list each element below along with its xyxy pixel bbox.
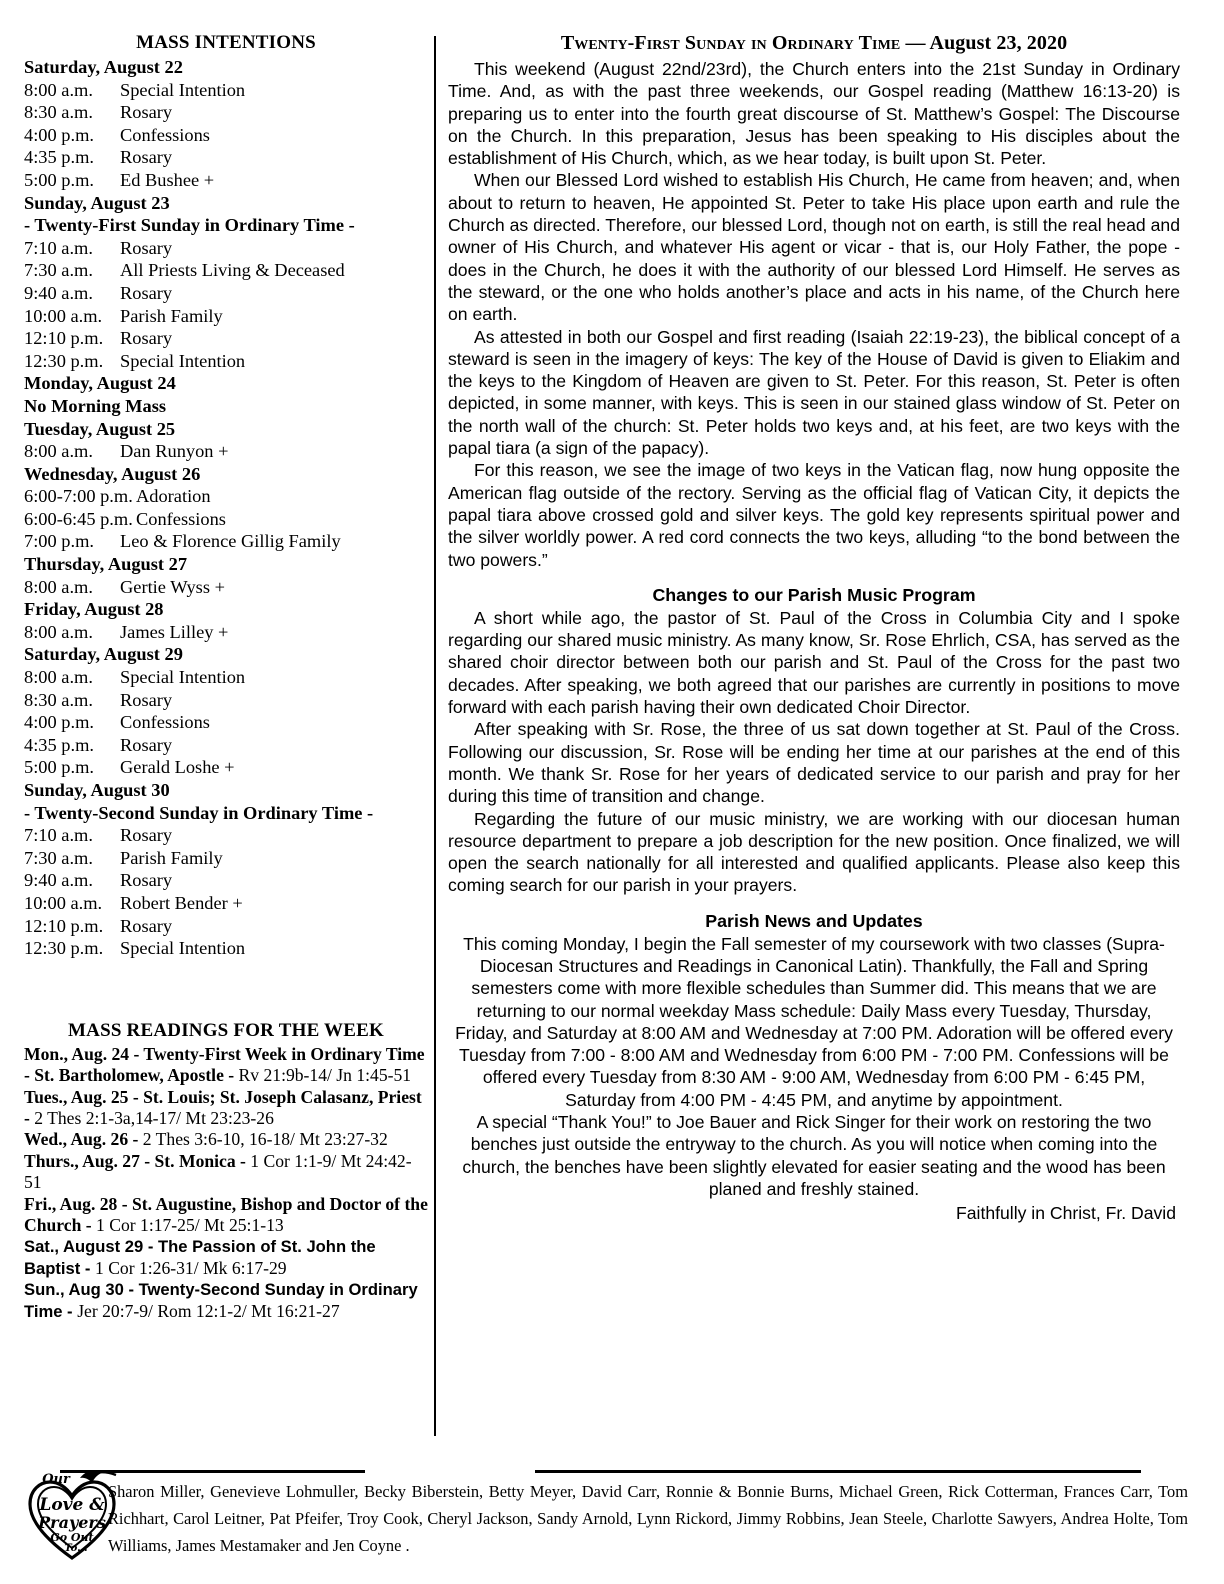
mass-reading-citation: 2 Thes 3:6-10, 16-18/ Mt 23:27-32	[142, 1129, 388, 1150]
mass-day-heading: Sunday, August 30	[24, 780, 170, 800]
mass-time: 8:30 a.m.	[24, 689, 93, 710]
mass-reading-label: Tues., Aug. 25 - St. Louis; St. Joseph Calasanz, Priest -	[24, 1086, 422, 1128]
mass-description: Parish Family	[120, 847, 223, 868]
pastor-letter-paragraph: This weekend (August 22nd/23rd), the Church enters into the 21st Sunday in Ordinary Time. And, as with the past three weekends, our Gospel reading (Matthew 16:13-20) is preparing us to enter into the fourth great discourse of St. Matthew’s Gospel: The Discourse on the Church. In this preparation, Jesus has been speaking to His disciples about the establishment of His Church, which, as we hear today, is built upon St. Peter.	[448, 59, 1180, 169]
music-program-paragraph: After speaking with Sr. Rose, the three of us sat down together at St. Paul of the Cross. Following our discussion, Sr. Rose will be ending her time at our parishes at the end of this month. We thank Sr. Rose for her years of dedicated service to our parish and pray for her during this time of transition and change.	[448, 719, 1180, 807]
mass-day-heading: Friday, August 28	[24, 599, 164, 620]
mass-description: Rosary	[120, 237, 173, 258]
mass-intentions-list	[24, 56, 428, 960]
mass-description: Special Intention	[120, 667, 246, 688]
mass-day-heading: - Twenty-Second Sunday in Ordinary Time -	[24, 802, 374, 823]
mass-day-heading: No Morning Mass	[24, 395, 167, 416]
page-title-date: — August 23, 2020	[905, 32, 1068, 54]
mass-time: 8:30 a.m.	[24, 102, 93, 123]
mass-intention-row	[24, 734, 428, 757]
mass-description: Rosary	[120, 147, 173, 168]
mass-intention-row	[24, 79, 428, 102]
mass-time: 6:00-6:45 p.m.	[24, 508, 133, 529]
mass-intention-row	[24, 282, 428, 305]
mass-reading-row	[24, 1129, 428, 1150]
mass-intention-row	[24, 937, 428, 960]
mass-intention-row	[24, 576, 428, 599]
mass-time: 9:40 a.m.	[24, 870, 93, 891]
pastor-letter-body	[448, 58, 1180, 571]
mass-intention-row	[24, 666, 428, 689]
mass-intention-row	[24, 689, 428, 712]
mass-description: Rosary	[120, 328, 173, 349]
mass-reading-citation: 1 Cor 1:1-9/ Mt 24:42-51	[24, 1150, 412, 1193]
logo-line-2: Love &	[39, 1495, 105, 1515]
mass-description: Gertie Wyss +	[120, 576, 225, 597]
mass-description: Confessions	[120, 712, 210, 733]
mass-time: 7:30 a.m.	[24, 260, 93, 281]
pastor-letter-paragraph: For this reason, we see the image of two keys in the Vatican flag, now hung opposite the American flag outside of the rectory. Serving as the official flag of Vatican City, it depicts the papal tiara above crossed gold and silver keys. The gold key represents spiritual power and the silver worldly power. A red cord connects the two keys, alluding “to the bond between the two powers.”	[448, 460, 1180, 570]
mass-description: James Lilley +	[120, 621, 229, 642]
mass-time: 4:00 p.m.	[24, 712, 94, 733]
right-column	[448, 32, 1180, 1225]
mass-description: Dan Runyon +	[120, 441, 229, 462]
mass-description: Rosary	[120, 282, 173, 303]
mass-reading-citation: 1 Cor 1:17-25/ Mt 25:1-13	[96, 1215, 284, 1235]
mass-time: 12:30 p.m.	[24, 350, 104, 371]
mass-intention-row	[24, 915, 428, 938]
logo-line-3: Prayers	[38, 1513, 106, 1532]
mass-readings-heading: MASS READINGS FOR THE WEEK	[68, 1019, 384, 1041]
mass-description: Adoration	[136, 486, 211, 507]
mass-day-heading: Wednesday, August 26	[24, 463, 201, 484]
mass-description: Confessions	[120, 124, 210, 145]
mass-description: Rosary	[120, 734, 173, 755]
mass-reading-citation: Rv 21:9b-14/ Jn 1:45-51	[238, 1065, 412, 1086]
music-program-paragraph: Regarding the future of our music ministry, we are working with our diocesan human resource department to prepare a job description for the new position. Once finalized, we will open the search nationally for all interested and qualified applicants. Please also keep this coming search for our parish in your prayers.	[448, 808, 1180, 896]
mass-intention-row	[24, 350, 428, 373]
mass-intention-row	[24, 101, 428, 124]
mass-day-heading: Sunday, August 23	[24, 192, 170, 213]
logo-line-4: Go Out	[50, 1531, 94, 1544]
mass-time: 4:35 p.m.	[24, 734, 94, 755]
page-title-feast: Twenty-First Sunday in Ordinary Time	[560, 32, 906, 54]
mass-time: 10:00 a.m.	[24, 305, 103, 326]
music-program-body	[448, 607, 1180, 897]
mass-description: Special Intention	[120, 79, 246, 100]
mass-reading-citation: 2 Thes 2:1-3a,14-17/ Mt 23:23-26	[34, 1107, 274, 1128]
mass-intention-row	[24, 847, 428, 870]
page-title	[448, 32, 1180, 55]
mass-readings-list	[24, 1044, 428, 1322]
mass-description: Ed Bushee +	[120, 169, 215, 190]
music-program-paragraph: A short while ago, the pastor of St. Paul of the Cross in Columbia City and I spoke regarding our shared music ministry. As many know, Sr. Rose Ehrlich, CSA, has served as the shared choir director between both our parish and St. Paul of the Cross for the past two decades. After speaking, we both agreed that our parishes are currently in positions to move forward with each parish having their own dedicated Choir Director.	[448, 607, 1180, 718]
logo-line-5: To...	[64, 1543, 88, 1554]
mass-description: Rosary	[120, 825, 173, 846]
column-divider	[434, 36, 436, 1436]
mass-intention-row	[24, 485, 428, 508]
mass-time: 12:30 p.m.	[24, 938, 104, 959]
parish-news-paragraph: A special “Thank You!” to Joe Bauer and Rick Singer for their work on restoring the two benches just outside the entryway to the church. As you will notice when coming into the church, the benches have been slightly elevated for easier seating and the wood has been planed and freshly stained.	[462, 1112, 1166, 1199]
mass-reading-row	[24, 1194, 428, 1237]
mass-reading-citation: 1 Cor 1:26-31/ Mk 6:17-29	[95, 1257, 287, 1278]
mass-time: 7:10 a.m.	[24, 237, 93, 258]
mass-description: Rosary	[120, 915, 173, 936]
mass-intention-row	[24, 327, 428, 350]
mass-time: 7:10 a.m.	[24, 825, 93, 846]
mass-reading-citation: Jer 20:7-9/ Rom 12:1-2/ Mt 16:21-27	[77, 1300, 340, 1321]
mass-reading-row	[24, 1044, 428, 1087]
mass-description: Robert Bender +	[120, 892, 243, 913]
mass-description: Rosary	[120, 870, 173, 891]
mass-intentions-heading: MASS INTENTIONS	[136, 32, 316, 53]
mass-time: 12:10 p.m.	[24, 915, 104, 936]
mass-intention-row	[24, 621, 428, 644]
mass-day-heading: Saturday, August 22	[24, 57, 183, 77]
mass-time: 7:00 p.m.	[24, 531, 94, 552]
signoff-line: Faithfully in Christ, Fr. David	[956, 1203, 1176, 1224]
mass-intention-row	[24, 508, 428, 531]
logo-line-1: Our	[42, 1472, 70, 1487]
mass-time: 8:00 a.m.	[24, 441, 93, 462]
mass-day-heading: Saturday, August 29	[24, 644, 183, 665]
prayer-names-list: Sharon Miller, Genevieve Lohmuller, Becky Biberstein, Betty Meyer, David Carr, Ronnie & Bonnie Burns, Michael Green, Rick Cotterman, Frances Carr, Tom Richhart, Carol Leitner, Pat Pfeifer, Troy Cook, Cheryl Jackson, Sandy Arnold, Lynn Rickord, Jimmy Robbins, Jean Steele, Charlotte Sawyers, Andrea Holte, Tom Williams, James Mestamaker and Jen Coyne .	[108, 1482, 1188, 1555]
mass-intention-row	[24, 711, 428, 734]
mass-intention-row	[24, 530, 428, 553]
mass-description: Confessions	[136, 508, 226, 529]
mass-time: 9:40 a.m.	[24, 282, 93, 303]
mass-reading-row	[24, 1279, 428, 1322]
mass-time: 8:00 a.m.	[24, 79, 93, 100]
mass-time: 6:00-7:00 p.m.	[24, 486, 133, 507]
mass-day-heading: Tuesday, August 25	[24, 418, 176, 439]
pastor-letter-paragraph: When our Blessed Lord wished to establish His Church, He came from heaven; and, when about to return to heaven, He appointed St. Peter to take His place upon earth and rule the Church as directed. Therefore, our blessed Lord, though not on earth, is still the real head and owner of His Church, and whatever His agent or vicar - that is, our Holy Father, the pope - does in the Church, he does it with the authority of our blessed Lord Himself. He serves as the steward, or the one who holds another’s place and acts in his name, of the Church here on earth.	[448, 170, 1180, 325]
mass-description: Rosary	[120, 102, 173, 123]
pastor-letter-paragraph: As attested in both our Gospel and first reading (Isaiah 22:19-23), the biblical concept of a steward is seen in the imagery of keys: The key of the House of David is given to Eliakim and the keys to the Kingdom of Heaven are given to St. Peter. For this reason, St. Peter is often depicted, in some manner, with keys. This is seen in our stained glass window of St. Peter on the north wall of the church: St. Peter holds two keys and, at his feet, are two keys with the papal tiara (a sign of the papacy).	[448, 326, 1180, 459]
mass-intention-row	[24, 146, 428, 169]
mass-description: Gerald Loshe +	[120, 757, 235, 778]
mass-day-heading: Thursday, August 27	[24, 554, 188, 575]
mass-intention-row	[24, 305, 428, 328]
mass-time: 5:00 p.m.	[24, 169, 94, 190]
mass-reading-label: Fri., Aug. 28 - St. Augustine, Bishop and Doctor of the Church -	[24, 1193, 428, 1235]
mass-time: 8:00 a.m.	[24, 576, 93, 597]
mass-intention-row	[24, 869, 428, 892]
mass-intention-row	[24, 892, 428, 915]
mass-reading-label: Mon., Aug. 24 - Twenty-First Week in Ordinary Time - St. Bartholomew, Apostle -	[24, 1043, 425, 1086]
parish-news-heading: Parish News and Updates	[705, 910, 923, 931]
mass-intention-row	[24, 169, 428, 192]
mass-reading-row	[24, 1087, 428, 1130]
music-program-heading: Changes to our Parish Music Program	[652, 584, 976, 605]
mass-intention-row	[24, 124, 428, 147]
mass-time: 7:30 a.m.	[24, 847, 93, 868]
mass-time: 8:00 a.m.	[24, 667, 93, 688]
mass-reading-label: Sat., August 29 - The Passion of St. John the Baptist -	[24, 1237, 376, 1278]
mass-description: Leo & Florence Gillig Family	[120, 531, 341, 552]
mass-time: 4:35 p.m.	[24, 147, 94, 168]
mass-reading-row	[24, 1236, 428, 1279]
mass-intention-row	[24, 237, 428, 260]
mass-reading-label: Wed., Aug. 26 -	[24, 1129, 143, 1150]
mass-time: 12:10 p.m.	[24, 328, 104, 349]
mass-description: Special Intention	[120, 938, 246, 959]
mass-time: 10:00 a.m.	[24, 892, 103, 913]
love-and-prayers-logo	[26, 1462, 118, 1562]
mass-description: Special Intention	[120, 350, 246, 371]
mass-description: Parish Family	[120, 305, 223, 326]
mass-time: 4:00 p.m.	[24, 124, 94, 145]
mass-description: All Priests Living & Deceased	[120, 260, 345, 281]
mass-description: Rosary	[120, 689, 173, 710]
mass-intention-row	[24, 440, 428, 463]
mass-time: 5:00 p.m.	[24, 757, 94, 778]
mass-readings-section	[24, 1020, 428, 1322]
mass-intention-row	[24, 756, 428, 779]
mass-reading-label: Thurs., Aug. 27 - St. Monica -	[24, 1150, 251, 1171]
mass-reading-label: Sun., Aug 30 - Twenty-Second Sunday in Ordinary Time -	[24, 1280, 418, 1321]
parish-news-body	[448, 933, 1180, 1201]
parish-news-paragraph: This coming Monday, I begin the Fall semester of my coursework with two classes (Supra-Diocesan Structures and Readings in Canonical Latin). Thankfully, the Fall and Spring semesters come with more flexible schedules than Summer did. This means that we are returning to our normal weekday Mass schedule: Daily Mass every Tuesday, Thursday, Friday, and Saturday at 8:00 AM and Wednesday at 7:00 PM. Adoration will be offered every Tuesday from 7:00 - 8:00 AM and Wednesday from 6:00 PM - 7:00 PM. Confessions will be offered every Tuesday from 8:30 AM - 9:00 AM, Wednesday from 6:00 PM - 6:45 PM, Saturday from 4:00 PM - 4:45 PM, and anytime by appointment.	[455, 933, 1173, 1110]
left-column	[24, 32, 428, 1322]
mass-intention-row	[24, 259, 428, 282]
mass-day-heading: - Twenty-First Sunday in Ordinary Time -	[24, 215, 355, 236]
mass-intention-row	[24, 824, 428, 847]
mass-reading-row	[24, 1151, 428, 1194]
mass-day-heading: Monday, August 24	[24, 373, 176, 394]
footer-rule-right	[535, 1470, 1141, 1473]
mass-time: 8:00 a.m.	[24, 621, 93, 642]
